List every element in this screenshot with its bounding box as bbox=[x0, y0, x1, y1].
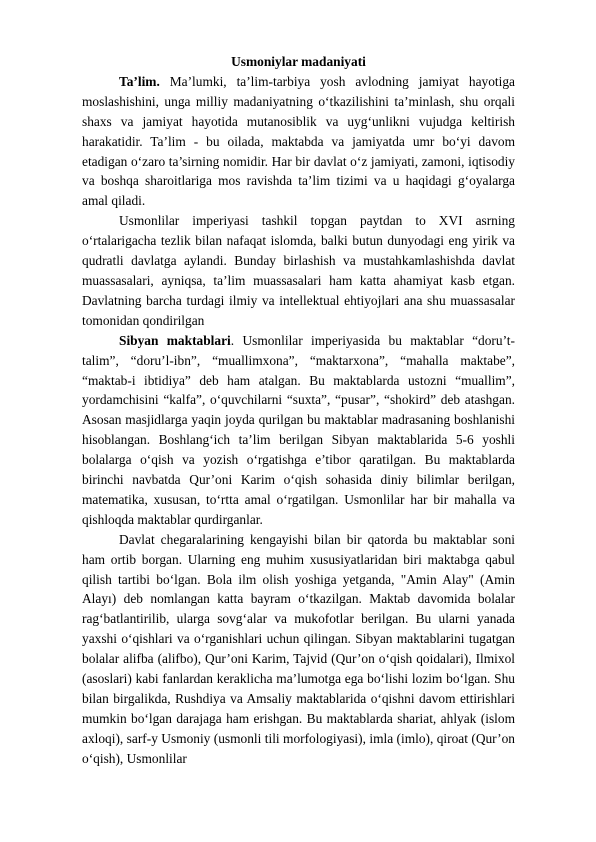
paragraph-text: . Usmonlilar imperiyasida bu maktablar “doru’t-talim”, “doru’l-ibn”, “muallimxona”, “maktarxona”, “mahalla maktabe”, “maktab-i ibtidiya” deb ham atalgan. Bu maktablarda ustozni “muallim”, yordamchisini “kalfa”, oʻquvchilarni “suxta”, “pusar”, “shokird” deb atashgan. Asosan masjidlarga yaqin joyda qurilgan bu maktablar madrasaning boshlanishi hisoblangan. Boshlangʻich ta’lim berilgan Sibyan maktablarida 5-6 yoshli bolalarga oʻqish va yozish oʻrgatishga e’tibor qaratilgan. Bu maktablarda birinchi navbatda Qur’oni Karim oʻqish sohasida diniy bilimlar berilgan, matematika, xususan, toʻrtta amal oʻrgatilgan. Usmonlilar har bir mahalla va qishloqda maktablar qurdirganlar. bbox=[82, 332, 515, 527]
paragraph-lead: Ta’lim. bbox=[119, 73, 160, 89]
paragraph-text: Ma’lumki, ta’lim-tarbiya yosh avlodning jamiyat hayotiga moslashishini, unga milliy madaniyatning oʻtkazilishini ta’minlash, shu orqali shaxs va jamiyat hayotida mutanosiblik va uygʻunlikni vujudga keltirish harakatidir. Ta’lim - bu oilada, maktabda va jamiyatda umr boʻyi davom etadigan oʻzaro ta’sirning nomidir. Har bir davlat oʻz jamiyati, zamoni, iqtisodiy va boshqa sharoitlariga mos ravishda ta’lim tizimi va u haqidagi gʻoyalarga amal qiladi. bbox=[82, 73, 515, 209]
paragraph-talim bbox=[82, 72, 515, 211]
document-title: Usmoniylar madaniyati bbox=[231, 54, 366, 69]
paragraph-lead: Sibyan maktablari bbox=[119, 332, 231, 348]
paragraph-sibyan-maktablari bbox=[82, 331, 515, 530]
paragraph-imperiya bbox=[82, 211, 515, 330]
paragraph-text: Davlat chegaralarining kengayishi bilan bir qatorda bu maktablar soni ham ortib borgan. Ularning eng muhim xususiyatlaridan biri maktabga qabul qilish tartibi boʻlgan. Bola ilm olish yoshiga yetganda, "Amin Alay" (Amin Alayı) deb nomlangan katta bayram oʻtkazilgan. Maktab davomida bolalar ragʻbatlantirilib, ularga sovgʻalar va mukofotlar berilgan. Bu ularni yanada yaxshi oʻqishlari va oʻrganishlari uchun qilingan. Sibyan maktablarini tugatgan bolalar alifba (alifbo), Qur’oni Karim, Tajvid (Qur’on oʻqish qoidalari), Ilmixol (asoslari) kabi fanlardan keraklicha ma’lumotga ega boʻlishi lozim boʻlgan. Shu bilan birgalikda, Rushdiya va Amsaliy maktablarida oʻqishni davom ettirishlari mumkin boʻlgan darajaga ham erishgan. Bu maktablarda shariat, ahlyak (islom axloqi), sarf-y Usmoniy (usmonli tili morfologiyasi), imla (imlo), qiroat (Qur’on oʻqish), Usmonlilar bbox=[82, 531, 515, 766]
paragraph-davlat-chegaralari bbox=[82, 530, 515, 769]
document-page bbox=[82, 52, 515, 769]
paragraph-text: Usmonlilar imperiyasi tashkil topgan paytdan to XVI asrning oʻrtalarigacha tezlik bilan nafaqat islomda, balki butun dunyodagi eng yirik va qudratli davlatga aylandi. Bunday birlashish va mustahkamlashishda davlat muassasalari, ayniqsa, ta’lim muassasalari ham katta ahamiyat kasb etgan. Davlatning barcha turdagi ilmiy va intellektual ehtiyojlari ana shu muassasalar tomonidan qondirilgan bbox=[82, 213, 515, 328]
